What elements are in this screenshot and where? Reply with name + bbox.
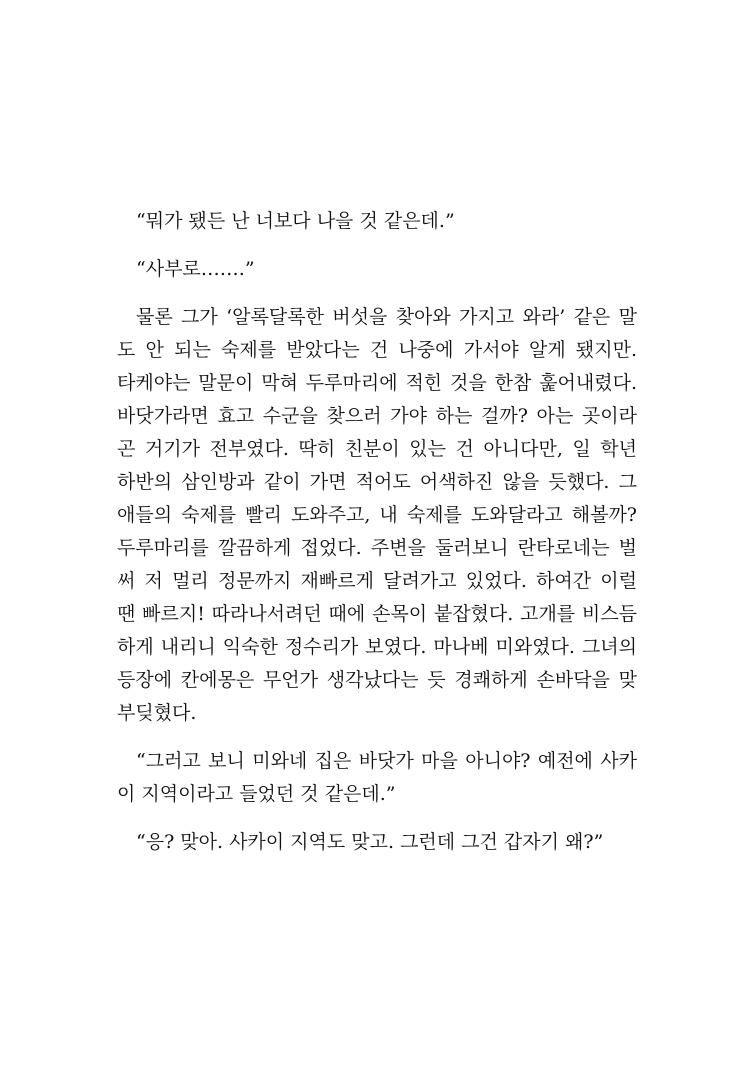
narration-paragraph [117,301,637,730]
dialogue-paragraph [117,205,637,238]
text-line: 곤 거기가 전부였다. 딱히 친분이 있는 건 아니다만, 일 학년 [117,438,637,460]
text-line: 애들의 숙제를 빨리 도와주고, 내 숙제를 도와달라고 해볼까? [117,504,637,526]
text-line: 땐 빠르지! 따라나서려던 때에 손목이 붙잡혔다. 고개를 비스듬 [117,603,637,625]
text-line: 타케야는 말문이 막혀 두루마리에 적힌 것을 한참 훑어내렸다. [117,372,637,394]
text-line: 이 지역이라고 들었던 것 같은데.” [117,783,396,805]
text-line: 바닷가라면 효고 수군을 찾으러 가야 하는 걸까? 아는 곳이라 [117,405,637,427]
text-line: “사부로…….” [136,258,255,280]
text-line: 두루마리를 깔끔하게 접었다. 주변을 둘러보니 란타로네는 벌 [117,537,637,559]
text-line: 도 안 되는 숙제를 받았다는 건 나중에 가서야 알게 됐지만. [117,339,637,361]
text-line: “그러고 보니 미와네 집은 바닷가 마을 아니야? 예전에 사카 [136,750,637,772]
dialogue-paragraph [117,253,637,286]
text-line: 하게 내리니 익숙한 정수리가 보였다. 마나베 미와였다. 그녀의 [117,636,637,658]
dialogue-paragraph [117,826,637,859]
body-text [117,205,637,859]
text-line: 등장에 칸에몽은 무언가 생각났다는 듯 경쾌하게 손바닥을 맞 [117,669,637,691]
text-line: 써 저 멀리 정문까지 재빠르게 달려가고 있었다. 하여간 이럴 [117,570,637,592]
text-line: 부딪혔다. [117,702,197,724]
text-line: “응? 맞아. 사카이 지역도 맞고. 그런데 그건 갑자기 왜?” [136,831,604,853]
text-line: 하반의 삼인방과 같이 가면 적어도 어색하진 않을 듯했다. 그 [117,471,637,493]
text-line: 물론 그가 ‘알록달록한 버섯을 찾아와 가지고 와라’ 같은 말 [136,306,637,328]
text-line: “뭐가 됐든 난 너보다 나을 것 같은데.” [136,210,455,232]
dialogue-paragraph [117,745,637,811]
